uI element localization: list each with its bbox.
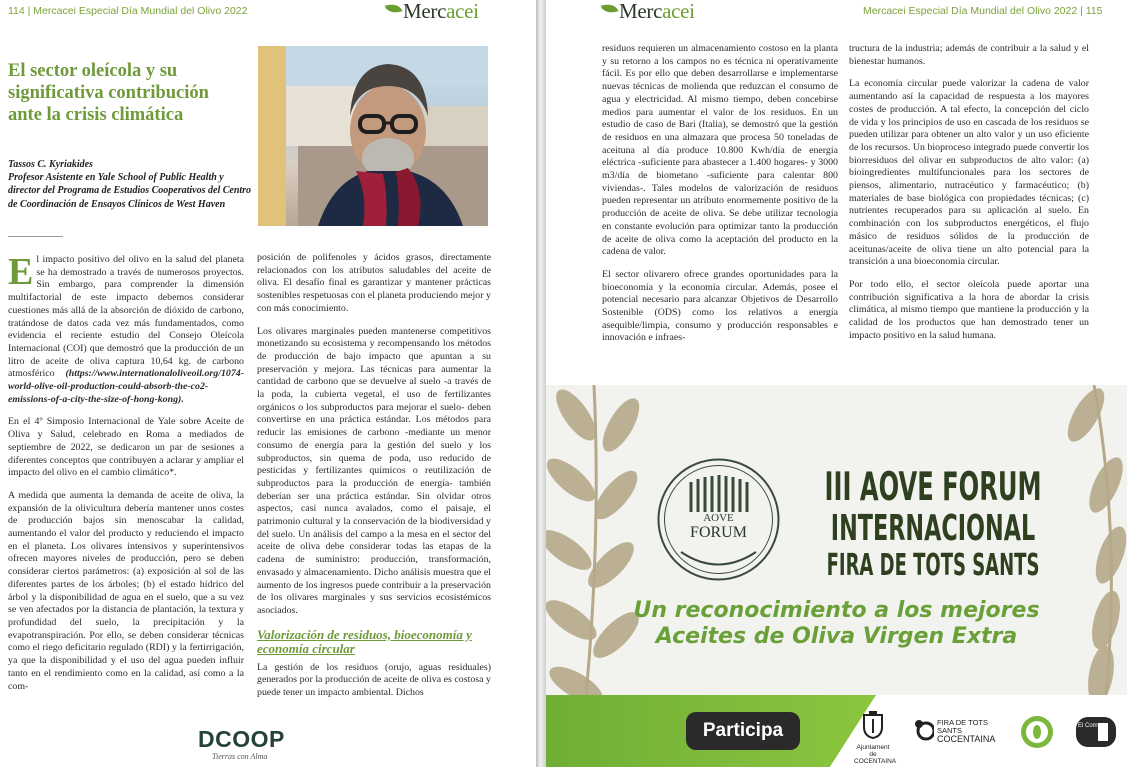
olive-leaf-icon	[601, 1, 619, 16]
paragraph: posición de polifenoles y ácidos grasos, directamente relacionados con los atributos saludables del aceite de oliva. El desafío final es garantizar y mantener prácticas sostenibles respetuosas con el planeta produciendo mejor y con más conocimiento.	[257, 252, 491, 314]
paragraph: La economía circular puede valorizar la cadena de valor aumentando así la capacidad de respuesta a los mayores costes de producción. A tal efecto, la concepción del ciclo de vida y los principios de uso en cascada de los residuos se pueden utilizar para obtener un alto valor y un uso eficiente de los recursos. Un bioproceso integrado puede convertir los biorresiduos del olivar en subproductos de alto valor: (a) bioingredientes multifuncionales para los sectores de piensos, alimentario, nutracéutico y farmacéutico; (b) materiales de base biológica con propiedades técnicas; (c) nutrientes recuperados para su aplicación al suelo. En combinación con los subproductos energéticos, el flujo másico de residuos sólidos de la producción de aceitunas/aceite de oliva tiene un alto potencial para la transición a una bioeconomía circular.	[849, 78, 1089, 268]
brand-logo-right: Mercacei	[602, 0, 695, 24]
aove-forum-emblem	[656, 457, 781, 582]
article-title: El sector oleícola y su significativa contribución ante la crisis climática	[8, 61, 209, 125]
advert-slogan-line-1: Un reconocimiento a los mejores	[633, 598, 1040, 623]
advert-title-line-2: INTERNACIONAL	[830, 508, 1036, 549]
sponsor-cocentaina-council[interactable]: Ajuntament de COCENTAINA	[854, 711, 892, 765]
article-column-1	[8, 251, 244, 703]
paragraph: Por todo ello, el sector oleícola puede aportar una contribución significativa a la hora de abordar la crisis climática, al mismo tiempo que mantiene la producción y la calidad de los productos que han demostrado tener un impacto positivo en la salud humana.	[849, 278, 1089, 341]
sponsor-el-comtat[interactable]: El Comtat	[1074, 715, 1118, 754]
sponsor-fira-tots-sants[interactable]: FIRA DE TOTS SANTS COCENTAINA	[914, 719, 1004, 743]
divider	[8, 236, 63, 237]
right-page	[546, 0, 1127, 767]
dcoop-tagline: Tierras con Alma	[212, 752, 268, 761]
advert-title-line-3: FIRA DE TOTS SANTS	[826, 548, 1040, 583]
emblem-label-bottom: FORUM	[690, 524, 747, 541]
article-column-4	[849, 43, 1089, 352]
paragraph: tructura de la industria; además de contribuir a la salud y el bienestar humanos.	[849, 43, 1089, 67]
paragraph: Los olivares marginales pueden mantenerse competitivos monetizando su ecosistema y recompensando los métodos de producción de bajo impacto que apuntan a su preservación y mejora. Las técnicas para aumentar la cantidad de carbono que se devuelve al suelo -a través de la poda, la cubierta vegetal, el uso de fertilizantes orgánicos o los subproductos para mejorar el suelo- deben convertirse en una práctica estándar. Los métodos para reducir las emisiones de carbono -mediante un menor consumo de energía para la gestión del suelo y los subproductos, sin quema de poda, uso reducido de pesticidas y fertilizantes químicos o reutilización de subproductos para la producción de energía- también deberían ser una práctica estándar. Sin olvidar otros aspectos, casi nunca avalados, como el paisaje, el patrimonio cultural y la conservación de la biodiversidad y del suelo. Un análisis del campo a la mesa en el sector del aceite de oliva debe considerar todas las etapas de la cadena de suministro: producción, transformación, envasado y almacenamiento. Dicho análisis muestra que el aumento de los ingresos puede contribuir a la preservación de los olivares marginales y sus servicios ecosistémicos asociados.	[257, 325, 491, 616]
book-spine	[536, 0, 546, 767]
participa-button[interactable]: Participa	[686, 712, 800, 750]
paragraph: A medida que aumenta la demanda de aceite de oliva, la expansión de la olivicultura debería mantener unos costes de producción bajos sin menoscabar la calidad, aumentando el valor del producto y reduciendo el impacto en el planeta. Los olivares intensivos y superintensivos ofrecen mayores niveles de producción, pero se deben considerar ciertos parámetros: (a) exposición al sol de las diferentes partes de los árboles; (b) el estado hídrico del árbol y la disponibilidad de agua en el suelo, que a su vez se ven afectados por la distancia de plantación, la textura y profundidad del suelo, la precipitación y la evapotranspiración. Por ello, se deben considerar técnicas como el riego deficitario regulado (RDI) y la fertirrigación, ya que la disponibilidad y el uso del agua pueden influir tanto en el rendimiento como en la calidad, así como a la com-	[8, 489, 244, 692]
fira-logo-icon	[914, 719, 934, 741]
aove-forum-advert[interactable]	[546, 385, 1127, 767]
article-column-2	[257, 252, 491, 710]
advert-footer-band	[546, 695, 1127, 767]
paragraph: El sector olivarero ofrece grandes oportunidades para la bioeconomía y la economía circular. Además, posee el potencial necesario para alcanzar Objetivos de Desarrollo Sostenible (ODS) como los relativos a energía asequible/limpia, consumo y producción responsables e innovación e infraes-	[602, 268, 838, 344]
brand-logo-left: Mercacei	[386, 0, 479, 24]
olive-leaf-icon	[385, 1, 403, 16]
author-photo	[258, 46, 488, 226]
advert-title-line-1: III AOVE FORUM	[824, 465, 1042, 510]
running-head-right: Mercacei Especial Día Mundial del Olivo 2022 | 115	[863, 5, 1103, 17]
author-byline	[8, 158, 258, 211]
paragraph: El impacto positivo del olivo en la salud del planeta se ha demostrado a través de numerosos proyectos. Sin embargo, para comprender la dimensión multifactorial de este impacto debemos considerar cuestiones más allá de la absorción de dióxido de carbono, tratándose de datos cada vez más fundamentados, como evidencia el reciente estudio del Consejo Oleícola Internacional (COI) que demostró que la producción de un litro de aceite de oliva captura 10,64 kg. de carbono atmosférico (https://www.internationaloliveoil.org/1074-world-olive-oil-production-could-absorb-the-co2-emissions-of-a-city-the-size-of-hong-kong).	[8, 251, 244, 405]
dcoop-logo: DCOOP	[198, 726, 285, 752]
advert-slogan-line-2: Aceites de Oliva Virgen Extra	[655, 624, 1018, 649]
coat-of-arms-icon	[862, 711, 884, 739]
article-column-3	[602, 43, 838, 355]
drop-cap: E	[8, 251, 34, 293]
author-name: Tassos C. Kyriakides	[8, 159, 93, 170]
paragraph: La gestión de los residuos (orujo, aguas residuales) generados por la producción de aceite de oliva es costosa y puede tener un impacto ambiental. Dichos	[257, 661, 491, 699]
author-affiliation: Profesor Asistente en Yale School of Public Health y director del Programa de Estudios Cooperativos del Centro de Coordinación de Ensayos Clínicos de West Haven	[8, 172, 252, 210]
left-page	[0, 0, 536, 767]
paragraph: En el 4º Simposio Internacional de Yale sobre Aceite de Oliva y Salud, celebrado en Roma a mediados de septiembre de 2022, se dedicaron un par de sesiones a diferentes conceptos que contribuyen a aclarar y ampliar el impacto del olivo en el cambio climático*.	[8, 416, 244, 479]
reference-link[interactable]: (https://www.internationaloliveoil.org/1074-world-olive-oil-production-could-absorb-the-co2-emissions-of-a-city-the-size-of-hong-kong).	[8, 368, 244, 405]
running-head-left: 114 | Mercacei Especial Día Mundial del Olivo 2022	[8, 5, 248, 17]
sponsor-olive-oil-seal[interactable]	[1020, 715, 1054, 754]
olive-seal-icon	[1020, 715, 1054, 749]
paragraph: residuos requieren un almacenamiento costoso en la planta y su retorno a los campos no es técnica ni operativamente fácil. Es por ello que deben desarrollarse e implementarse nuevas técnicas de molienda que reduzcan el consumo de agua y electricidad. Al mismo tiempo, deben concebirse medios para aumentar el valor de los residuos. En un estudio de caso de Bari (Italia), se demostró que la gestión de residuos en una almazara que procesa 50 toneladas de aceituna al día produce 10.800 Kwh/día de energía eléctrica -suficiente para abastecer a 1.400 hogares- y 3000 m3/día de biometano -suficiente para calentar 800 viviendas-. Tales modelos de valorización de residuos pueden representar un atributo enormemente positivo de la producción de aceite de oliva. Se debe utilizar tecnología en constante evolución para optimizar tanto la producción de aceite de oliva como la aceptación del producto en la cadena de valor.	[602, 43, 838, 258]
el-comtat-logo-icon	[1074, 715, 1118, 749]
emblem-label-top: AOVE	[703, 512, 734, 524]
section-subheading: Valorización de residuos, bioeconomía y economía circular	[257, 626, 472, 656]
